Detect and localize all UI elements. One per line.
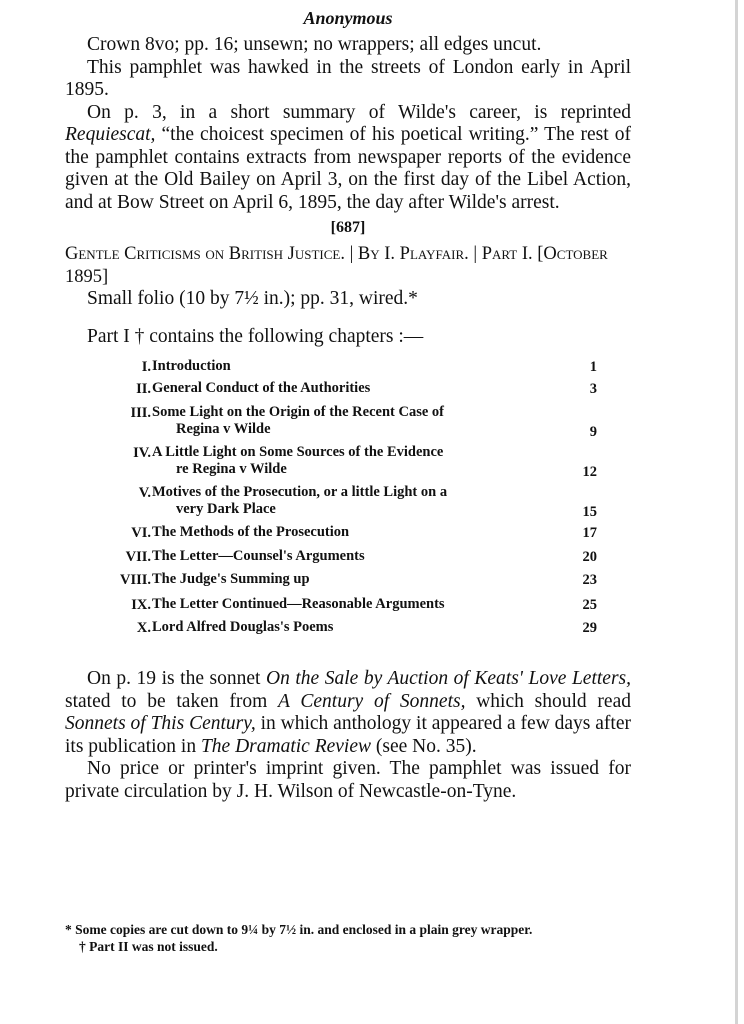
text-run: which should read — [465, 690, 631, 712]
footnote-star: * Some copies are cut down to 9¼ by 7½ in. and enclosed in a plain grey wrapper. — [65, 922, 533, 937]
text-run: (see No. 35). — [371, 735, 477, 757]
toc-chapter-title — [152, 404, 562, 438]
toc-chapter-number: I. — [141, 359, 151, 375]
toc-chapter-title — [152, 484, 562, 518]
toc-title-line: Some Light on the Origin of the Recent Case of — [152, 404, 444, 420]
toc-chapter-title — [152, 524, 562, 541]
toc-page-number: 25 — [582, 597, 597, 613]
toc-page-number: 3 — [589, 381, 597, 397]
toc-page-number: 12 — [582, 464, 597, 480]
text-run: in which anthology it appeared a few days after its publication in — [65, 713, 631, 757]
paragraph-imprint: No price or printer's imprint given. The pamphlet was issued for private circulation by J. H. Wilson of Newcastle-on-Tyne. — [65, 758, 631, 802]
toc-chapter-title — [152, 571, 562, 588]
toc-chapter-title — [152, 358, 562, 375]
toc-title-line: The Methods of the Prosecution — [152, 524, 350, 540]
toc-page-number: 20 — [582, 549, 597, 565]
toc-title-line: Lord Alfred Douglas's Poems — [152, 619, 334, 635]
toc-title-line: The Judge's Summing up — [152, 571, 310, 587]
toc-chapter-number: V. — [138, 485, 151, 501]
toc-title-continuation: very Dark Place — [176, 501, 276, 517]
paragraph-sonnet — [65, 668, 631, 758]
entry-title: Gentle Criticisms on British Justice. | By I. Playfair. | Part I. [October 1895] — [65, 244, 608, 287]
toc-title-line: General Conduct of the Authorities — [152, 380, 371, 396]
italic-title: A Century of Sonnets, — [278, 690, 466, 712]
toc-title-continuation: re Regina v Wilde — [176, 461, 287, 477]
toc-chapter-number: VII. — [125, 549, 151, 565]
page-edge — [735, 0, 738, 1024]
italic-title: Sonnets of This Century, — [65, 713, 256, 734]
toc-chapter-number: X. — [136, 620, 151, 636]
toc-page-number: 23 — [582, 572, 597, 588]
toc-chapter-title — [152, 380, 562, 397]
running-header: Anonymous — [303, 8, 393, 28]
paragraph-hawked: This pamphlet was hawked in the streets of London early in April 1895. — [65, 56, 631, 100]
toc-title-line: Motives of the Prosecution, or a little Light on a — [152, 484, 448, 500]
toc-chapter-number: VIII. — [119, 572, 151, 588]
entry-number: [687] — [330, 219, 366, 236]
toc-title-line: A Little Light on Some Sources of the Evidence — [152, 444, 444, 460]
italic-title: Requiescat, — [65, 124, 156, 145]
entry-format: Small folio (10 by 7½ in.); pp. 31, wired.* — [87, 288, 418, 309]
text-run: On p. 3, in a short summary of Wilde's career, is reprinted — [87, 101, 631, 123]
toc-chapter-number: III. — [130, 405, 151, 421]
toc-chapter-number: II. — [136, 381, 151, 397]
paragraph-summary — [65, 102, 631, 215]
italic-title: On the Sale by Auction of Keats' Love Letters, — [265, 668, 631, 689]
toc-chapter-title — [152, 619, 562, 636]
toc-chapter-title — [152, 596, 562, 613]
toc-title-line: The Letter Continued—Reasonable Arguments — [152, 596, 445, 612]
footnote-dagger: † Part II was not issued. — [79, 939, 218, 954]
toc-page-number: 1 — [589, 359, 597, 375]
toc-chapter-number: IV. — [133, 445, 151, 461]
toc-chapter-number: VI. — [131, 525, 151, 541]
toc-chapter-title — [152, 444, 562, 478]
paragraph-format: Crown 8vo; pp. 16; unsewn; no wrappers; all edges uncut. — [87, 34, 542, 55]
toc-title-line: The Letter—Counsel's Arguments — [152, 548, 365, 564]
footnotes — [65, 921, 631, 955]
toc-title-continuation: Regina v Wilde — [176, 421, 271, 437]
text-run: “the choicest specimen of his poetical writing.” The rest of the pamphlet contains extracts from newspaper reports of the evidence given at the Old Bailey on April 3, on the first day of the Libel Action, and at Bow Street on April 6, 1895, the day after Wilde's arrest. — [65, 124, 631, 213]
toc-chapter-title — [152, 548, 562, 565]
chapters-intro: Part I † contains the following chapters :— — [87, 326, 424, 347]
text-run: On p. 19 is the sonnet — [87, 668, 266, 689]
italic-title: The Dramatic Review — [200, 735, 371, 757]
table-of-contents — [65, 358, 631, 658]
toc-page-number: 17 — [582, 525, 597, 541]
text-run: stated to be taken from — [65, 690, 279, 712]
toc-page-number: 15 — [582, 504, 597, 520]
toc-title-line: Introduction — [152, 358, 231, 374]
toc-page-number: 9 — [589, 424, 597, 440]
book-page — [65, 6, 631, 803]
toc-page-number: 29 — [582, 620, 597, 636]
toc-chapter-number: IX. — [131, 597, 151, 613]
